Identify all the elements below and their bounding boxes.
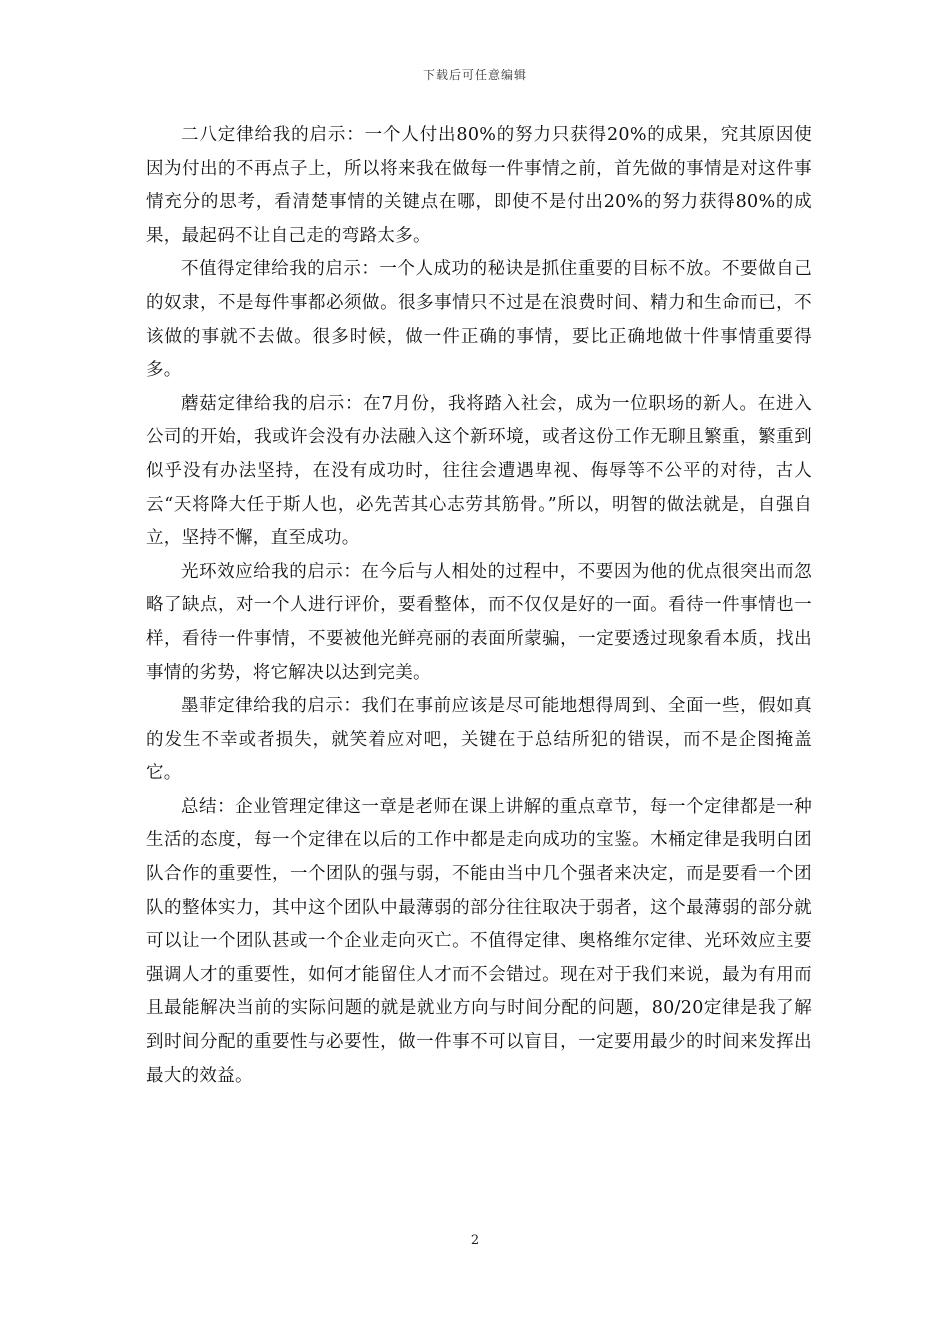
paragraph-halo-effect: 光环效应给我的启示：在今后与人相处的过程中，不要因为他的优点很突出而忽略了缺点，对一个人进行评价，要看整体，而不仅仅是好的一面。看待一件事情也一样，看待一件事情，不要被他光鲜亮丽的表面所蒙骗，一定要透过现象看本质，找出事情的劣势，将它解决以达到完美。 bbox=[146, 561, 812, 683]
paragraph-mushroom-law: 蘑菇定律给我的启示：在7月份，我将踏入社会，成为一位职场的新人。在进入公司的开始，我或许会没有办法融入这个新环境，或者这份工作无聊且繁重，繁重到似乎没有办法坚持，在没有成功时，往往会遭遇卑视、侮辱等不公平的对待，古人云“天将降大任于斯人也，必先苦其心志劳其筋骨。”所以，明智的做法就是，自强自立，坚持不懈，直至成功。 bbox=[146, 393, 812, 549]
document-body bbox=[146, 119, 812, 1093]
page-number: 2 bbox=[470, 1233, 480, 1248]
page-header: 下载后可任意编辑 bbox=[422, 68, 527, 82]
paragraph-murphys-law: 墨菲定律给我的启示：我们在事前应该是尽可能地想得周到、全面一些，假如真的发生不幸或者损失，就笑着应对吧，关键在于总结所犯的错误，而不是企图掩盖它。 bbox=[146, 696, 812, 784]
paragraph-pareto-principle: 二八定律给我的启示：一个人付出80%的努力只获得20%的成果，究其原因使因为付出的不再点子上，所以将来我在做每一件事情之前，首先做的事情是对这件事情充分的思考，看清楚事情的关键点在哪，即使不是付出20%的努力获得80%的成果，最起码不让自己走的弯路太多。 bbox=[146, 125, 812, 246]
paragraph-summary: 总结：企业管理定律这一章是老师在课上讲解的重点章节，每一个定律都是一种生活的态度，每一个定律在以后的工作中都是走向成功的宝鉴。木桶定律是我明白团队合作的重要性，一个团队的强与弱，不能由当中几个强者来决定，而是要看一个团队的整体实力，其中这个团队中最薄弱的部分往往取决于弱者，这个最薄弱的部分就可以让一个团队甚或一个企业走向灭亡。不值得定律、奥格维尔定律、光环效应主要强调人才的重要性，如何才能留住人才而不会错过。现在对于我们来说，最为有用而且最能解决当前的实际问题的就是就业方向与时间分配的问题，80/20定律是我了解到时间分配的重要性与必要性，做一件事不可以盲目，一定要用最少的时间来发挥出最大的效益。 bbox=[146, 796, 812, 1086]
paragraph-not-worth-law: 不值得定律给我的启示：一个人成功的秘诀是抓住重要的目标不放。不要做自己的奴隶，不是每件事都必须做。很多事情只不过是在浪费时间、精力和生命而已，不该做的事就不去做。很多时候，做一件正确的事情，要比正确地做十件事情重要得多。 bbox=[146, 259, 812, 381]
